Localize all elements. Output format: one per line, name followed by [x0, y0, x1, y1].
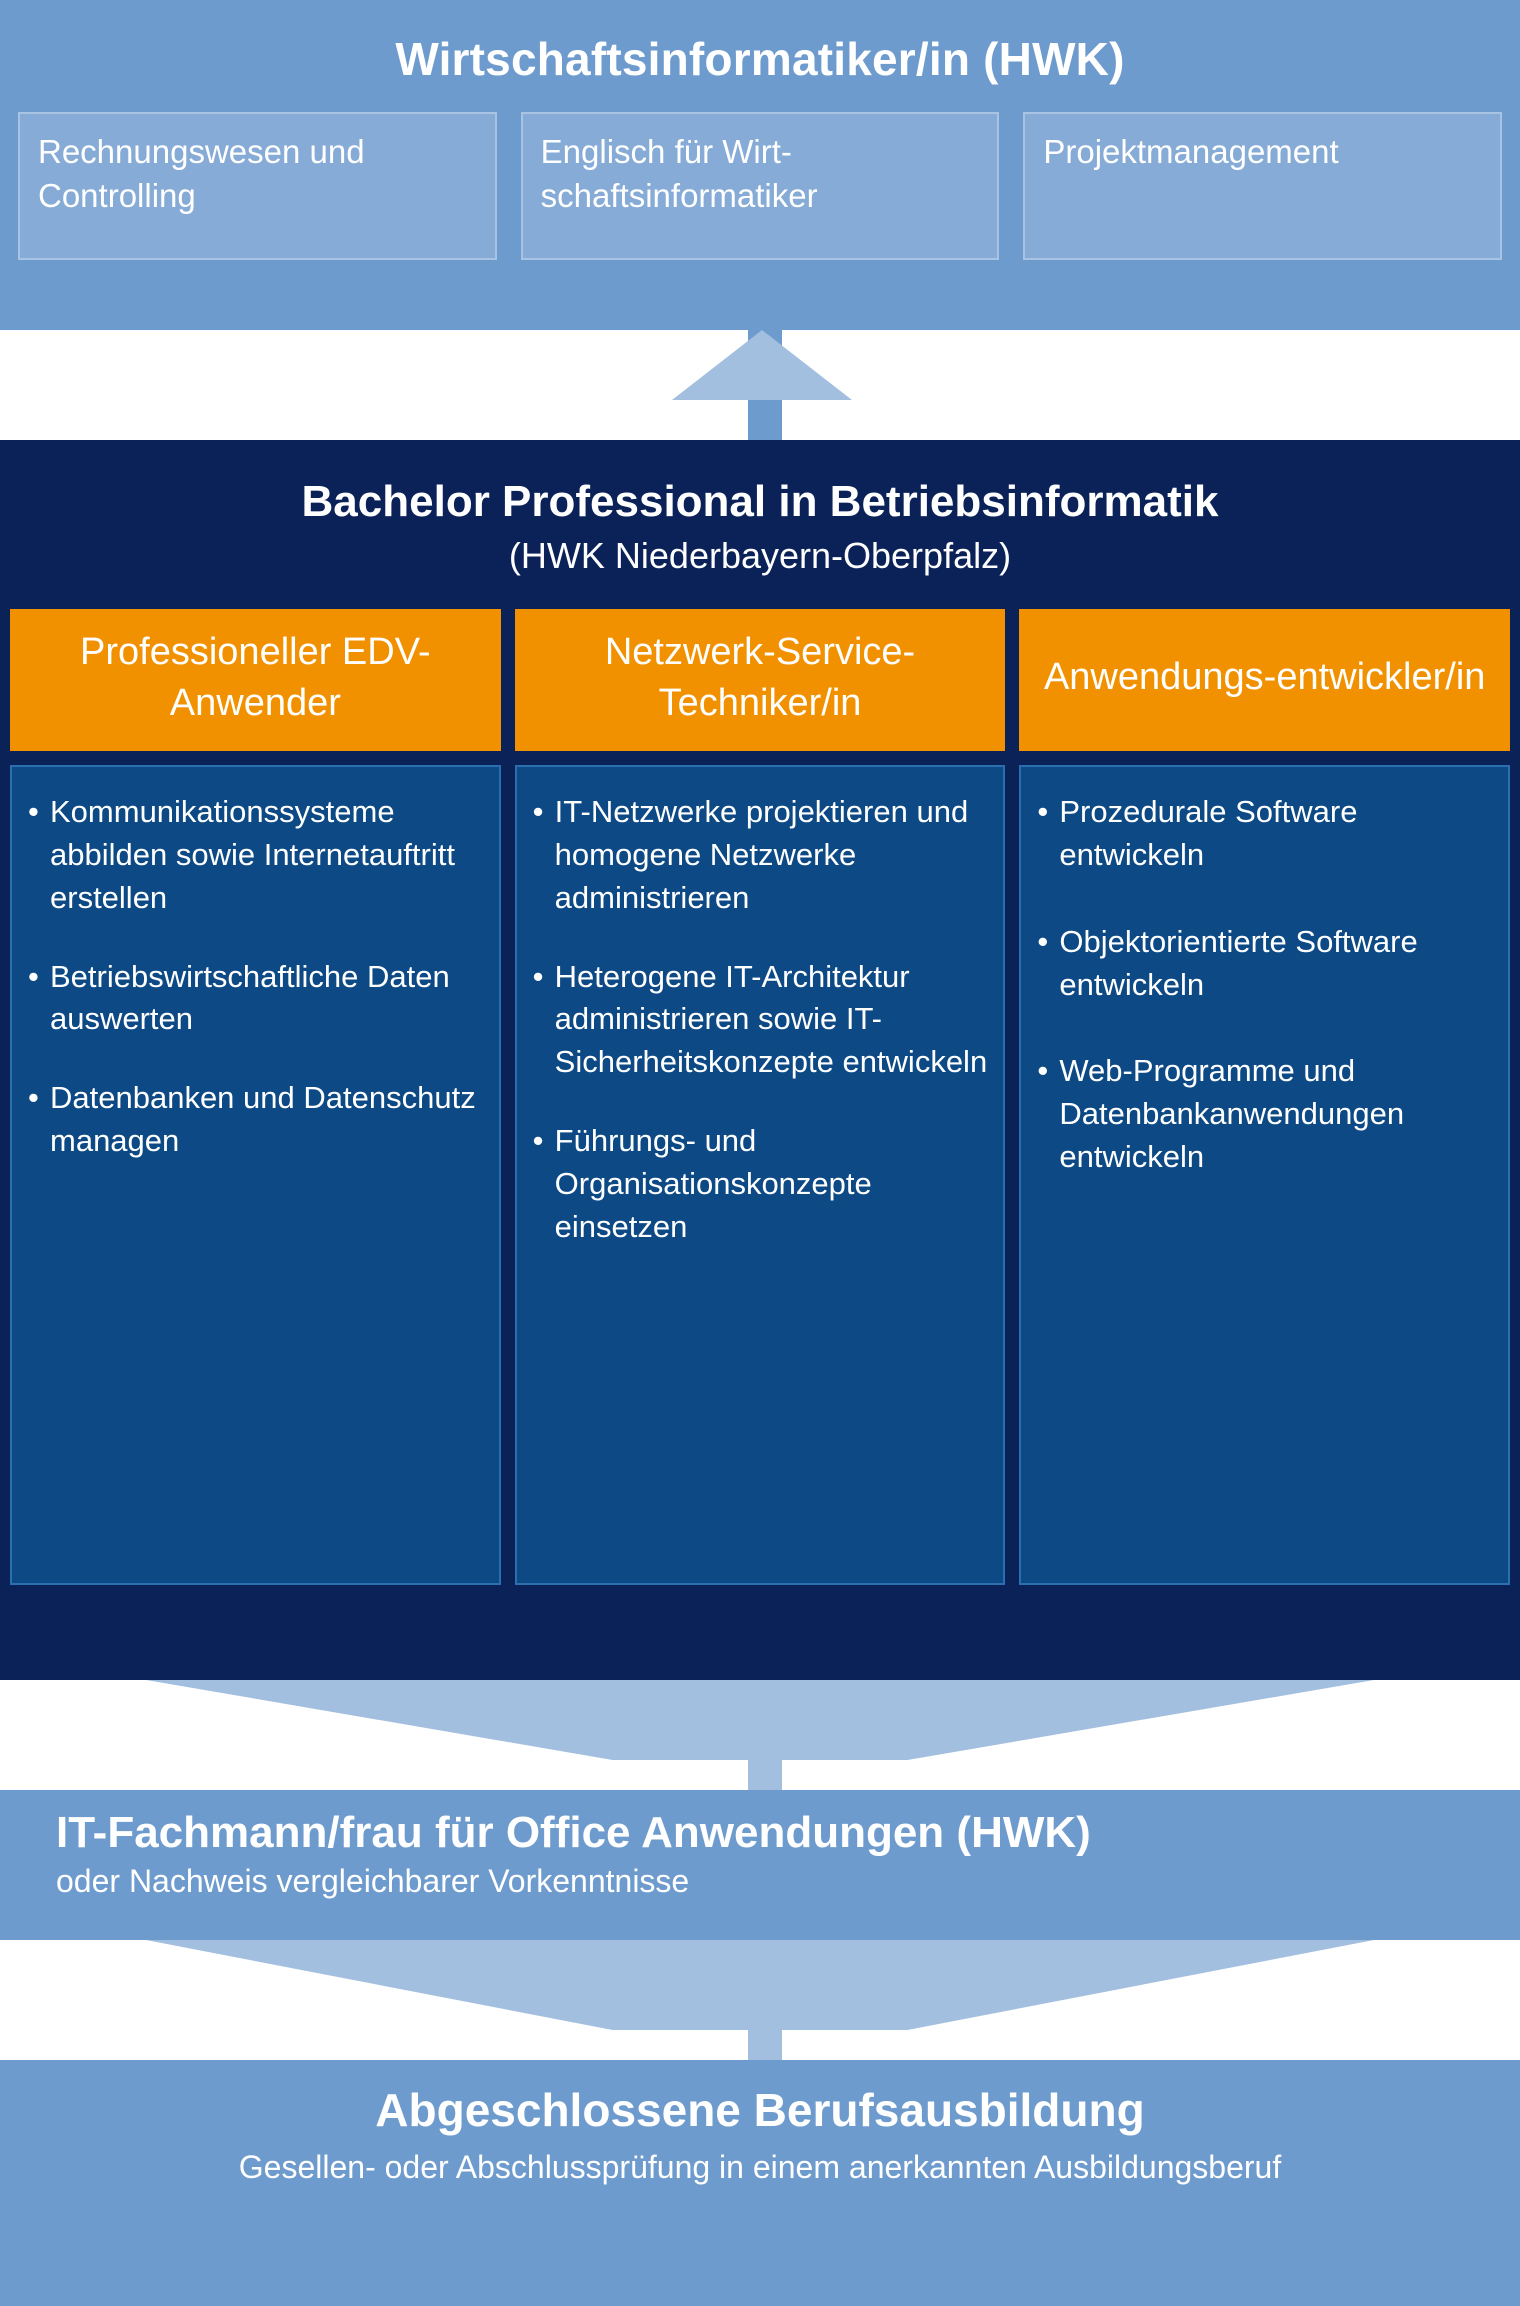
arrow-up-to-prerequisite-block: [0, 1940, 1520, 2060]
track-heading-edv-anwender: Professioneller EDV-Anwender: [10, 609, 501, 752]
prerequisite-title: IT-Fachmann/frau für Office Anwendungen (HWK): [56, 1808, 1091, 1857]
list-item: • Führungs- und Organisationskonzepte einsetzen: [533, 1120, 988, 1248]
track-column-netzwerk-service-techniker: [515, 765, 1006, 1585]
track-heading-anwendungsentwickler: Anwendungs-entwickler/in: [1019, 609, 1510, 752]
track-heading-row: [0, 577, 1520, 752]
list-item: • IT-Netzwerke projektieren und homogene Netzwerke administrieren: [533, 791, 988, 919]
top-qualification-block: [0, 0, 1520, 330]
top-module-card-projektmanagement: Projektmanagement: [1023, 112, 1502, 260]
main-subtitle: (HWK Niederbayern-Oberpfalz): [508, 534, 1012, 576]
arrow-stem: [748, 2030, 782, 2060]
top-module-card-englisch: Englisch für Wirt-schaftsinformatiker: [521, 112, 1000, 260]
list-item: • Heterogene IT-Architektur administrieren sowie IT-Sicherheitskonzepte entwickeln: [533, 956, 988, 1084]
arrow-head-icon: [146, 1680, 1374, 1760]
arrow-head-icon: [146, 1940, 1374, 2030]
main-qualification-block: [0, 440, 1520, 1680]
base-requirement-subtitle: Gesellen- oder Abschlussprüfung in einem anerkannten Ausbildungsberuf: [238, 2148, 1282, 2185]
top-module-card-list: [0, 86, 1520, 260]
arrow-head-icon: [672, 330, 852, 400]
arrow-up-to-main-block: [0, 1680, 1520, 1790]
list-item: • Web-Programme und Datenbankanwendungen entwickeln: [1037, 1050, 1492, 1178]
track-heading-netzwerk-service-techniker: Netzwerk-Service-Techniker/in: [515, 609, 1006, 752]
top-module-card-rechnungswesen: Rechnungswesen und Controlling: [18, 112, 497, 260]
track-content-row: [0, 751, 1520, 1585]
list-item: • Objektorientierte Software entwickeln: [1037, 921, 1492, 1007]
list-item: • Prozedurale Software entwickeln: [1037, 791, 1492, 877]
prerequisite-block: [0, 1790, 1520, 1940]
list-item: • Datenbanken und Datenschutz managen: [28, 1077, 483, 1163]
base-requirement-title: Abgeschlossene Berufsausbildung: [375, 2084, 1145, 2136]
list-item: • Kommunikationssysteme abbilden sowie Internetauftritt erstellen: [28, 791, 483, 919]
arrow-up-to-top-block: [0, 330, 1520, 440]
track-column-edv-anwender: [10, 765, 501, 1585]
track-column-anwendungsentwickler: [1019, 765, 1510, 1585]
base-requirement-block: [0, 2060, 1520, 2306]
arrow-stem: [748, 1760, 782, 1790]
prerequisite-subtitle: oder Nachweis vergleichbarer Vorkenntnisse: [56, 1863, 690, 1900]
main-title: Bachelor Professional in Betriebsinformatik: [301, 477, 1219, 526]
list-item: • Betriebswirtschaftliche Daten auswerten: [28, 956, 483, 1042]
top-qualification-title: Wirtschaftsinformatiker/in (HWK): [395, 33, 1125, 85]
